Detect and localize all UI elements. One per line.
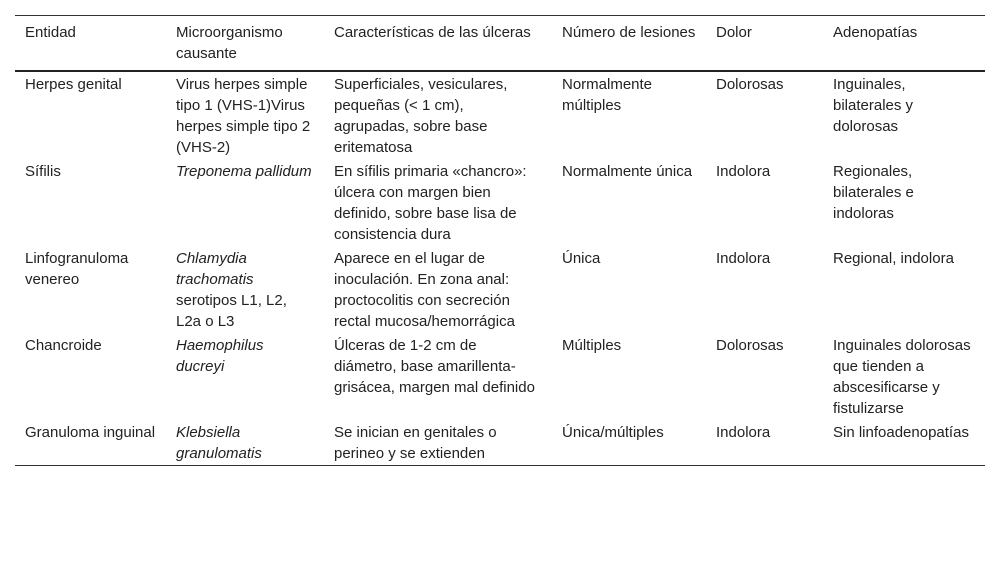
header-caracteristicas: Características de las úlceras: [334, 24, 531, 41]
cell-adenopatias: Regional, indolora: [833, 250, 954, 267]
table-header: [15, 16, 985, 72]
table-row: [15, 420, 985, 466]
cell-microorganismo: Treponema pallidum: [176, 163, 312, 180]
table-body: [15, 71, 985, 466]
cell-adenopatias: Inguinales, bilaterales y dolorosas: [833, 76, 914, 135]
ulcer-comparison-table: [15, 15, 985, 466]
header-entidad: Entidad: [25, 24, 76, 41]
ulcer-comparison-table-container: [15, 15, 985, 466]
table-row: [15, 71, 985, 159]
cell-caracteristicas: Se inician en genitales o perineo y se extienden: [334, 424, 497, 462]
table-row: [15, 159, 985, 246]
cell-adenopatias: Inguinales dolorosas que tienden a abscesificarse y fistulizarse: [833, 337, 971, 417]
cell-microorganismo: [166, 246, 324, 333]
cell-microorganismo: Virus herpes simple tipo 1 (VHS-1)Virus herpes simple tipo 2 (VHS-2): [176, 76, 311, 156]
header-adenopatias: Adenopatías: [833, 24, 918, 41]
cell-dolor: Indolora: [716, 163, 771, 180]
cell-caracteristicas: En sífilis primaria «chancro»: úlcera con margen bien definido, sobre base lisa de consistencia dura: [334, 163, 527, 243]
table-row: [15, 246, 985, 333]
header-dolor: Dolor: [716, 24, 752, 41]
cell-dolor: Dolorosas: [716, 337, 784, 354]
cell-entidad: Granuloma inguinal: [25, 424, 156, 441]
cell-entidad: Chancroide: [25, 337, 102, 354]
cell-lesiones: Normalmente múltiples: [562, 76, 653, 114]
cell-lesiones: Única: [562, 250, 601, 267]
table-row: [15, 333, 985, 420]
cell-dolor: Indolora: [716, 424, 771, 441]
cell-microorganismo: Klebsiella granulomatis: [176, 424, 262, 462]
cell-dolor: Indolora: [716, 250, 771, 267]
cell-lesiones: Múltiples: [562, 337, 622, 354]
cell-adenopatias: Regionales, bilaterales e indoloras: [833, 163, 914, 222]
header-row: [15, 16, 985, 72]
header-microorganismo: Microorganismo causante: [176, 24, 283, 62]
cell-entidad: Herpes genital: [25, 76, 122, 93]
cell-dolor: Dolorosas: [716, 76, 784, 93]
cell-entidad: Linfogranuloma venereo: [25, 250, 129, 288]
microorganismo-serotypes: serotipos L1, L2, L2a o L3: [176, 292, 287, 330]
cell-lesiones: Única/múltiples: [562, 424, 664, 441]
cell-microorganismo: Haemophilus ducreyi: [176, 337, 264, 375]
cell-caracteristicas: Úlceras de 1-2 cm de diámetro, base amarillenta-grisácea, margen mal definido: [334, 337, 535, 396]
microorganismo-species: Chlamydia trachomatis: [176, 250, 254, 288]
cell-caracteristicas: Aparece en el lugar de inoculación. En zona anal: proctocolitis con secreción rectal mucosa/hemorrágica: [334, 250, 515, 330]
cell-adenopatias: Sin linfoadenopatías: [833, 424, 969, 441]
cell-caracteristicas: Superficiales, vesiculares, pequeñas (< 1 cm), agrupadas, sobre base eritematosa: [334, 76, 508, 156]
header-numero-lesiones: Número de lesiones: [562, 24, 696, 41]
cell-entidad: Sífilis: [25, 163, 61, 180]
cell-lesiones: Normalmente única: [562, 163, 693, 180]
